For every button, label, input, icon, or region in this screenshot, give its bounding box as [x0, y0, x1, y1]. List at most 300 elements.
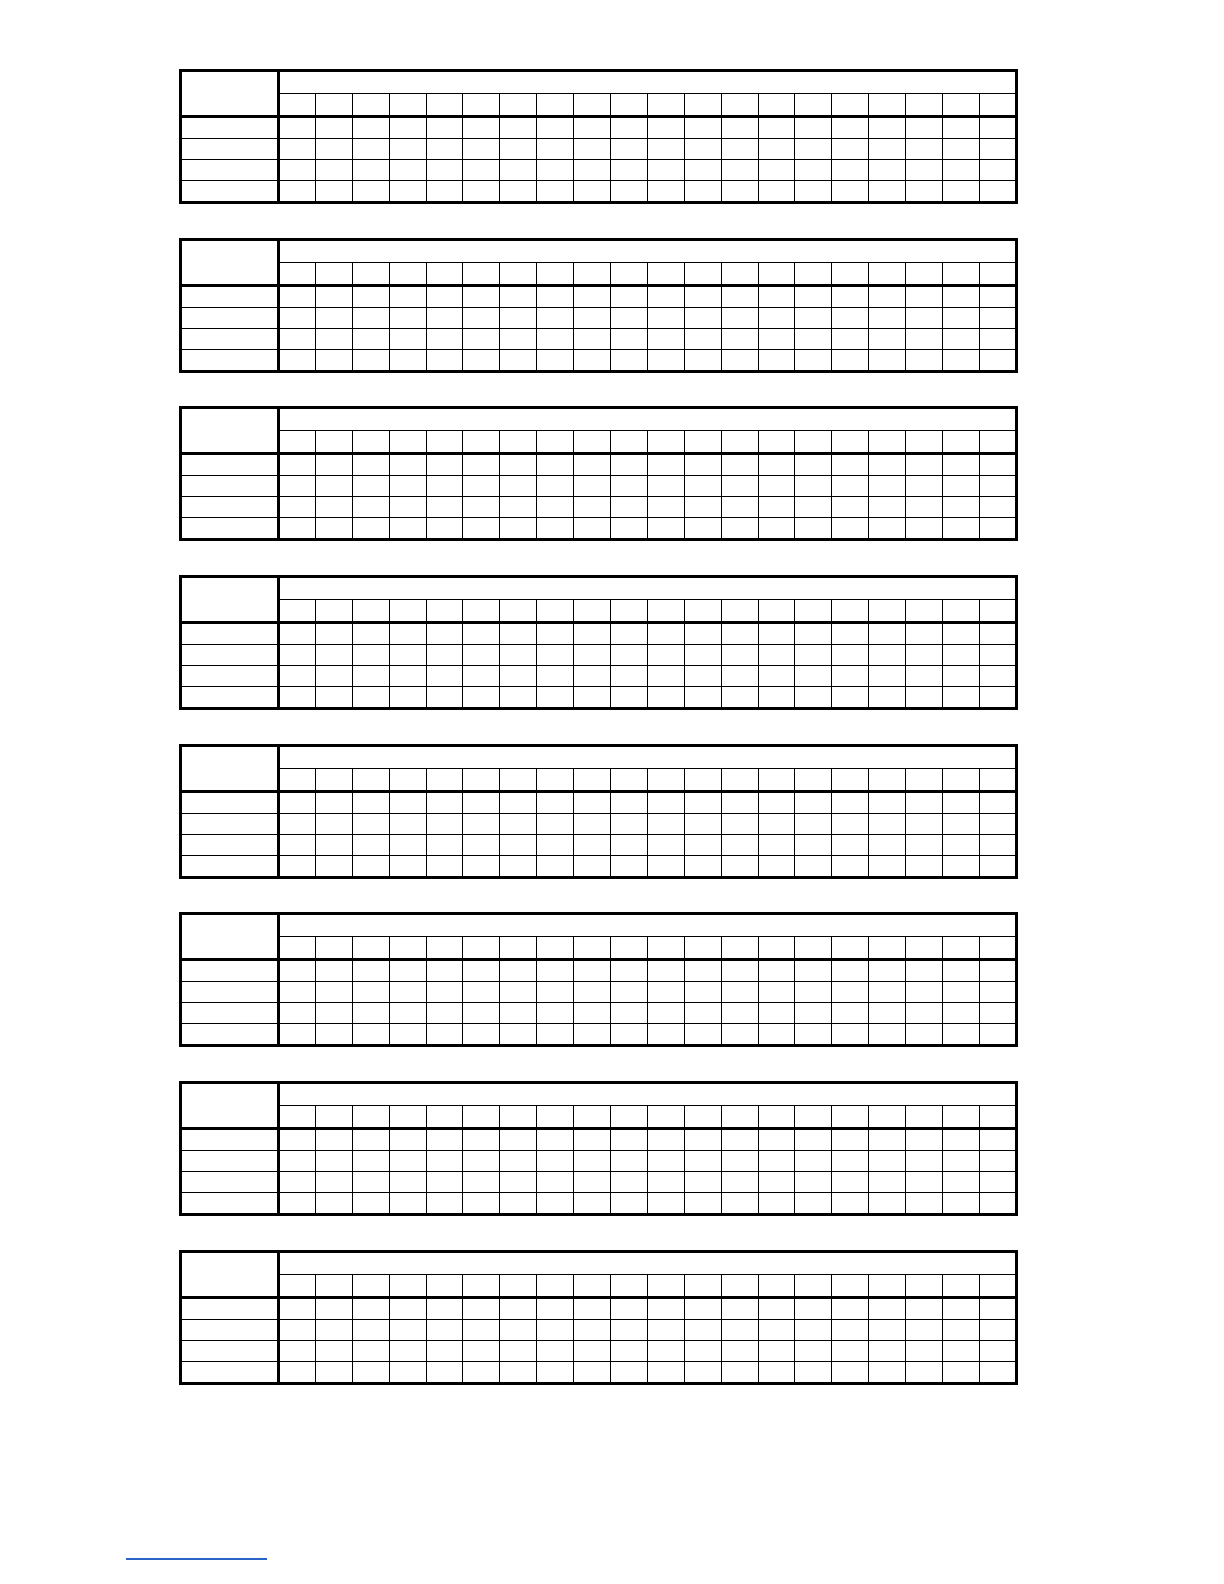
grid-cell[interactable]: [279, 1129, 316, 1151]
grid-cell[interactable]: [500, 454, 537, 476]
grid-cell[interactable]: [611, 1024, 648, 1046]
grid-cell[interactable]: [537, 476, 574, 497]
grid-cell[interactable]: [832, 181, 869, 203]
grid-cell[interactable]: [758, 687, 795, 709]
grid-cell[interactable]: [832, 856, 869, 878]
row-label-cell[interactable]: [181, 476, 279, 497]
grid-cell[interactable]: [279, 476, 316, 497]
grid-cell[interactable]: [611, 1362, 648, 1384]
row-label-cell[interactable]: [181, 286, 279, 308]
grid-cell[interactable]: [721, 160, 758, 181]
grid-cell[interactable]: [684, 1151, 721, 1172]
grid-cell[interactable]: [943, 856, 980, 878]
column-header-cell[interactable]: [352, 600, 389, 623]
grid-cell[interactable]: [315, 1362, 352, 1384]
grid-cell[interactable]: [832, 1172, 869, 1193]
column-header-cell[interactable]: [611, 1106, 648, 1129]
grid-cell[interactable]: [943, 308, 980, 329]
grid-cell[interactable]: [389, 350, 426, 372]
header-band[interactable]: [279, 577, 1017, 600]
grid-cell[interactable]: [537, 1362, 574, 1384]
grid-cell[interactable]: [352, 960, 389, 982]
grid-cell[interactable]: [389, 792, 426, 814]
grid-cell[interactable]: [463, 1341, 500, 1362]
grid-cell[interactable]: [832, 666, 869, 687]
grid-cell[interactable]: [611, 1298, 648, 1320]
grid-cell[interactable]: [943, 286, 980, 308]
grid-cell[interactable]: [758, 666, 795, 687]
grid-cell[interactable]: [795, 139, 832, 160]
grid-cell[interactable]: [611, 645, 648, 666]
grid-cell[interactable]: [721, 982, 758, 1003]
grid-cell[interactable]: [647, 308, 684, 329]
grid-cell[interactable]: [389, 1320, 426, 1341]
grid-cell[interactable]: [463, 454, 500, 476]
header-band[interactable]: [279, 408, 1017, 431]
grid-cell[interactable]: [684, 1193, 721, 1215]
grid-cell[interactable]: [943, 1003, 980, 1024]
grid-cell[interactable]: [611, 623, 648, 645]
column-header-cell[interactable]: [758, 937, 795, 960]
grid-cell[interactable]: [906, 139, 943, 160]
grid-cell[interactable]: [721, 117, 758, 139]
grid-cell[interactable]: [869, 1003, 906, 1024]
row-label-cell[interactable]: [181, 1024, 279, 1046]
column-header-cell[interactable]: [426, 769, 463, 792]
grid-cell[interactable]: [315, 518, 352, 540]
grid-cell[interactable]: [906, 856, 943, 878]
grid-cell[interactable]: [279, 1151, 316, 1172]
grid-cell[interactable]: [426, 286, 463, 308]
grid-cell[interactable]: [463, 1003, 500, 1024]
grid-cell[interactable]: [721, 329, 758, 350]
grid-cell[interactable]: [426, 1129, 463, 1151]
column-header-cell[interactable]: [315, 94, 352, 117]
grid-cell[interactable]: [647, 960, 684, 982]
grid-cell[interactable]: [315, 139, 352, 160]
column-header-cell[interactable]: [979, 937, 1016, 960]
grid-cell[interactable]: [315, 814, 352, 835]
grid-cell[interactable]: [647, 1151, 684, 1172]
grid-cell[interactable]: [906, 476, 943, 497]
grid-cell[interactable]: [943, 1172, 980, 1193]
grid-cell[interactable]: [500, 286, 537, 308]
grid-cell[interactable]: [426, 666, 463, 687]
grid-cell[interactable]: [537, 518, 574, 540]
grid-cell[interactable]: [721, 1362, 758, 1384]
column-header-cell[interactable]: [721, 263, 758, 286]
grid-cell[interactable]: [684, 454, 721, 476]
grid-cell[interactable]: [426, 792, 463, 814]
grid-cell[interactable]: [832, 835, 869, 856]
grid-cell[interactable]: [943, 1298, 980, 1320]
grid-cell[interactable]: [279, 792, 316, 814]
grid-cell[interactable]: [611, 117, 648, 139]
column-header-cell[interactable]: [979, 431, 1016, 454]
grid-cell[interactable]: [315, 117, 352, 139]
grid-cell[interactable]: [758, 835, 795, 856]
column-header-cell[interactable]: [463, 1275, 500, 1298]
grid-cell[interactable]: [500, 645, 537, 666]
grid-cell[interactable]: [389, 476, 426, 497]
column-header-cell[interactable]: [979, 1275, 1016, 1298]
grid-cell[interactable]: [721, 497, 758, 518]
column-header-cell[interactable]: [463, 94, 500, 117]
row-label-cell[interactable]: [181, 454, 279, 476]
grid-cell[interactable]: [906, 1024, 943, 1046]
grid-cell[interactable]: [943, 1151, 980, 1172]
grid-cell[interactable]: [943, 960, 980, 982]
row-label-cell[interactable]: [181, 160, 279, 181]
grid-cell[interactable]: [537, 645, 574, 666]
grid-cell[interactable]: [537, 814, 574, 835]
grid-cell[interactable]: [943, 982, 980, 1003]
grid-cell[interactable]: [943, 329, 980, 350]
grid-cell[interactable]: [315, 960, 352, 982]
column-header-cell[interactable]: [979, 1106, 1016, 1129]
column-header-cell[interactable]: [684, 263, 721, 286]
grid-cell[interactable]: [647, 1298, 684, 1320]
grid-cell[interactable]: [647, 160, 684, 181]
column-header-cell[interactable]: [647, 937, 684, 960]
column-header-cell[interactable]: [647, 600, 684, 623]
grid-cell[interactable]: [869, 497, 906, 518]
grid-cell[interactable]: [352, 623, 389, 645]
corner-cell[interactable]: [181, 1252, 279, 1298]
grid-cell[interactable]: [795, 1193, 832, 1215]
grid-cell[interactable]: [537, 139, 574, 160]
grid-cell[interactable]: [647, 1024, 684, 1046]
grid-cell[interactable]: [906, 814, 943, 835]
grid-cell[interactable]: [979, 1172, 1016, 1193]
grid-cell[interactable]: [832, 308, 869, 329]
grid-cell[interactable]: [795, 476, 832, 497]
column-header-cell[interactable]: [279, 1106, 316, 1129]
grid-cell[interactable]: [647, 1341, 684, 1362]
column-header-cell[interactable]: [758, 431, 795, 454]
column-header-cell[interactable]: [537, 1275, 574, 1298]
column-header-cell[interactable]: [943, 600, 980, 623]
column-header-cell[interactable]: [389, 1106, 426, 1129]
grid-cell[interactable]: [426, 687, 463, 709]
grid-cell[interactable]: [684, 1129, 721, 1151]
grid-cell[interactable]: [869, 329, 906, 350]
grid-cell[interactable]: [537, 1320, 574, 1341]
grid-cell[interactable]: [979, 1362, 1016, 1384]
grid-cell[interactable]: [979, 792, 1016, 814]
grid-cell[interactable]: [869, 518, 906, 540]
corner-cell[interactable]: [181, 746, 279, 792]
grid-cell[interactable]: [647, 329, 684, 350]
grid-cell[interactable]: [758, 350, 795, 372]
grid-cell[interactable]: [352, 687, 389, 709]
grid-cell[interactable]: [279, 1003, 316, 1024]
column-header-cell[interactable]: [500, 769, 537, 792]
grid-cell[interactable]: [647, 1320, 684, 1341]
grid-cell[interactable]: [869, 1298, 906, 1320]
row-label-cell[interactable]: [181, 856, 279, 878]
grid-cell[interactable]: [647, 623, 684, 645]
grid-cell[interactable]: [352, 476, 389, 497]
grid-cell[interactable]: [315, 645, 352, 666]
grid-cell[interactable]: [315, 792, 352, 814]
grid-cell[interactable]: [279, 286, 316, 308]
grid-cell[interactable]: [537, 1129, 574, 1151]
grid-cell[interactable]: [611, 160, 648, 181]
column-header-cell[interactable]: [352, 263, 389, 286]
column-header-cell[interactable]: [943, 769, 980, 792]
column-header-cell[interactable]: [574, 431, 611, 454]
grid-cell[interactable]: [500, 1320, 537, 1341]
grid-cell[interactable]: [832, 1129, 869, 1151]
grid-cell[interactable]: [500, 308, 537, 329]
grid-cell[interactable]: [795, 687, 832, 709]
row-label-cell[interactable]: [181, 835, 279, 856]
grid-cell[interactable]: [611, 960, 648, 982]
grid-cell[interactable]: [795, 308, 832, 329]
column-header-cell[interactable]: [721, 431, 758, 454]
grid-cell[interactable]: [758, 1193, 795, 1215]
column-header-cell[interactable]: [315, 937, 352, 960]
grid-cell[interactable]: [352, 856, 389, 878]
row-label-cell[interactable]: [181, 518, 279, 540]
grid-cell[interactable]: [611, 1003, 648, 1024]
column-header-cell[interactable]: [869, 1275, 906, 1298]
grid-cell[interactable]: [795, 982, 832, 1003]
column-header-cell[interactable]: [943, 431, 980, 454]
grid-cell[interactable]: [426, 476, 463, 497]
grid-cell[interactable]: [574, 1298, 611, 1320]
grid-cell[interactable]: [389, 1129, 426, 1151]
grid-cell[interactable]: [389, 1172, 426, 1193]
grid-cell[interactable]: [906, 960, 943, 982]
column-header-cell[interactable]: [647, 1106, 684, 1129]
column-header-cell[interactable]: [684, 1275, 721, 1298]
grid-cell[interactable]: [869, 835, 906, 856]
grid-cell[interactable]: [721, 960, 758, 982]
grid-cell[interactable]: [795, 623, 832, 645]
grid-cell[interactable]: [574, 350, 611, 372]
grid-cell[interactable]: [721, 518, 758, 540]
grid-cell[interactable]: [389, 308, 426, 329]
grid-cell[interactable]: [979, 1320, 1016, 1341]
column-header-cell[interactable]: [315, 600, 352, 623]
grid-cell[interactable]: [869, 982, 906, 1003]
grid-cell[interactable]: [943, 497, 980, 518]
grid-cell[interactable]: [795, 329, 832, 350]
grid-cell[interactable]: [426, 1003, 463, 1024]
column-header-cell[interactable]: [611, 263, 648, 286]
grid-cell[interactable]: [943, 454, 980, 476]
grid-cell[interactable]: [611, 687, 648, 709]
grid-cell[interactable]: [721, 1129, 758, 1151]
grid-cell[interactable]: [869, 1151, 906, 1172]
column-header-cell[interactable]: [869, 937, 906, 960]
grid-cell[interactable]: [906, 286, 943, 308]
grid-cell[interactable]: [721, 181, 758, 203]
grid-cell[interactable]: [795, 497, 832, 518]
grid-cell[interactable]: [537, 1151, 574, 1172]
grid-cell[interactable]: [611, 1341, 648, 1362]
grid-cell[interactable]: [389, 1341, 426, 1362]
grid-cell[interactable]: [426, 1341, 463, 1362]
column-header-cell[interactable]: [906, 769, 943, 792]
grid-cell[interactable]: [721, 835, 758, 856]
grid-cell[interactable]: [500, 1341, 537, 1362]
grid-cell[interactable]: [611, 1151, 648, 1172]
grid-cell[interactable]: [537, 181, 574, 203]
grid-cell[interactable]: [795, 117, 832, 139]
grid-cell[interactable]: [611, 329, 648, 350]
column-header-cell[interactable]: [315, 769, 352, 792]
grid-cell[interactable]: [684, 1024, 721, 1046]
column-header-cell[interactable]: [684, 937, 721, 960]
grid-cell[interactable]: [906, 982, 943, 1003]
grid-cell[interactable]: [758, 645, 795, 666]
grid-cell[interactable]: [869, 350, 906, 372]
grid-cell[interactable]: [426, 308, 463, 329]
grid-cell[interactable]: [537, 1341, 574, 1362]
grid-cell[interactable]: [758, 982, 795, 1003]
grid-cell[interactable]: [647, 835, 684, 856]
grid-cell[interactable]: [463, 1193, 500, 1215]
grid-cell[interactable]: [500, 1298, 537, 1320]
grid-cell[interactable]: [463, 666, 500, 687]
grid-cell[interactable]: [979, 1298, 1016, 1320]
column-header-cell[interactable]: [906, 263, 943, 286]
column-header-cell[interactable]: [500, 600, 537, 623]
grid-cell[interactable]: [869, 792, 906, 814]
column-header-cell[interactable]: [537, 94, 574, 117]
grid-cell[interactable]: [758, 1024, 795, 1046]
grid-cell[interactable]: [574, 117, 611, 139]
grid-cell[interactable]: [832, 1193, 869, 1215]
grid-cell[interactable]: [537, 1024, 574, 1046]
column-header-cell[interactable]: [795, 94, 832, 117]
grid-cell[interactable]: [537, 1003, 574, 1024]
grid-cell[interactable]: [389, 181, 426, 203]
grid-cell[interactable]: [979, 982, 1016, 1003]
grid-cell[interactable]: [279, 454, 316, 476]
grid-cell[interactable]: [389, 497, 426, 518]
grid-cell[interactable]: [721, 1172, 758, 1193]
grid-cell[interactable]: [832, 645, 869, 666]
grid-cell[interactable]: [611, 856, 648, 878]
grid-cell[interactable]: [389, 160, 426, 181]
column-header-cell[interactable]: [979, 263, 1016, 286]
grid-cell[interactable]: [389, 286, 426, 308]
column-header-cell[interactable]: [795, 1275, 832, 1298]
grid-cell[interactable]: [758, 1298, 795, 1320]
grid-cell[interactable]: [537, 666, 574, 687]
column-header-cell[interactable]: [315, 431, 352, 454]
grid-cell[interactable]: [315, 856, 352, 878]
grid-cell[interactable]: [500, 160, 537, 181]
column-header-cell[interactable]: [574, 937, 611, 960]
grid-cell[interactable]: [279, 1341, 316, 1362]
grid-cell[interactable]: [611, 1193, 648, 1215]
grid-cell[interactable]: [647, 856, 684, 878]
header-band[interactable]: [279, 746, 1017, 769]
corner-cell[interactable]: [181, 240, 279, 286]
grid-cell[interactable]: [758, 856, 795, 878]
grid-cell[interactable]: [684, 286, 721, 308]
grid-cell[interactable]: [315, 835, 352, 856]
grid-cell[interactable]: [979, 350, 1016, 372]
grid-cell[interactable]: [647, 687, 684, 709]
column-header-cell[interactable]: [758, 94, 795, 117]
grid-cell[interactable]: [574, 982, 611, 1003]
grid-cell[interactable]: [795, 1129, 832, 1151]
grid-cell[interactable]: [463, 160, 500, 181]
grid-cell[interactable]: [500, 687, 537, 709]
grid-cell[interactable]: [500, 1151, 537, 1172]
grid-cell[interactable]: [684, 645, 721, 666]
grid-cell[interactable]: [463, 1151, 500, 1172]
column-header-cell[interactable]: [611, 600, 648, 623]
grid-cell[interactable]: [611, 476, 648, 497]
grid-cell[interactable]: [426, 1193, 463, 1215]
grid-cell[interactable]: [721, 856, 758, 878]
grid-cell[interactable]: [979, 960, 1016, 982]
grid-cell[interactable]: [906, 1003, 943, 1024]
grid-cell[interactable]: [943, 350, 980, 372]
grid-cell[interactable]: [721, 1151, 758, 1172]
grid-cell[interactable]: [869, 814, 906, 835]
grid-cell[interactable]: [758, 117, 795, 139]
column-header-cell[interactable]: [389, 937, 426, 960]
grid-cell[interactable]: [352, 117, 389, 139]
grid-cell[interactable]: [758, 1172, 795, 1193]
column-header-cell[interactable]: [647, 94, 684, 117]
grid-cell[interactable]: [684, 329, 721, 350]
grid-cell[interactable]: [352, 286, 389, 308]
column-header-cell[interactable]: [721, 1106, 758, 1129]
grid-cell[interactable]: [426, 1362, 463, 1384]
grid-cell[interactable]: [389, 329, 426, 350]
column-header-cell[interactable]: [500, 94, 537, 117]
grid-cell[interactable]: [279, 1172, 316, 1193]
row-label-cell[interactable]: [181, 497, 279, 518]
column-header-cell[interactable]: [684, 431, 721, 454]
grid-cell[interactable]: [574, 308, 611, 329]
column-header-cell[interactable]: [537, 263, 574, 286]
grid-cell[interactable]: [537, 160, 574, 181]
grid-cell[interactable]: [611, 1129, 648, 1151]
grid-cell[interactable]: [315, 1341, 352, 1362]
grid-cell[interactable]: [906, 645, 943, 666]
grid-cell[interactable]: [684, 476, 721, 497]
grid-cell[interactable]: [979, 476, 1016, 497]
column-header-cell[interactable]: [389, 94, 426, 117]
grid-cell[interactable]: [611, 814, 648, 835]
grid-cell[interactable]: [684, 623, 721, 645]
grid-cell[interactable]: [500, 329, 537, 350]
grid-cell[interactable]: [352, 645, 389, 666]
grid-cell[interactable]: [647, 476, 684, 497]
grid-cell[interactable]: [463, 139, 500, 160]
column-header-cell[interactable]: [352, 1106, 389, 1129]
grid-cell[interactable]: [906, 1193, 943, 1215]
grid-cell[interactable]: [721, 139, 758, 160]
column-header-cell[interactable]: [758, 263, 795, 286]
grid-cell[interactable]: [832, 1298, 869, 1320]
grid-cell[interactable]: [758, 792, 795, 814]
grid-cell[interactable]: [574, 1362, 611, 1384]
column-header-cell[interactable]: [574, 263, 611, 286]
grid-cell[interactable]: [979, 181, 1016, 203]
grid-cell[interactable]: [500, 1129, 537, 1151]
